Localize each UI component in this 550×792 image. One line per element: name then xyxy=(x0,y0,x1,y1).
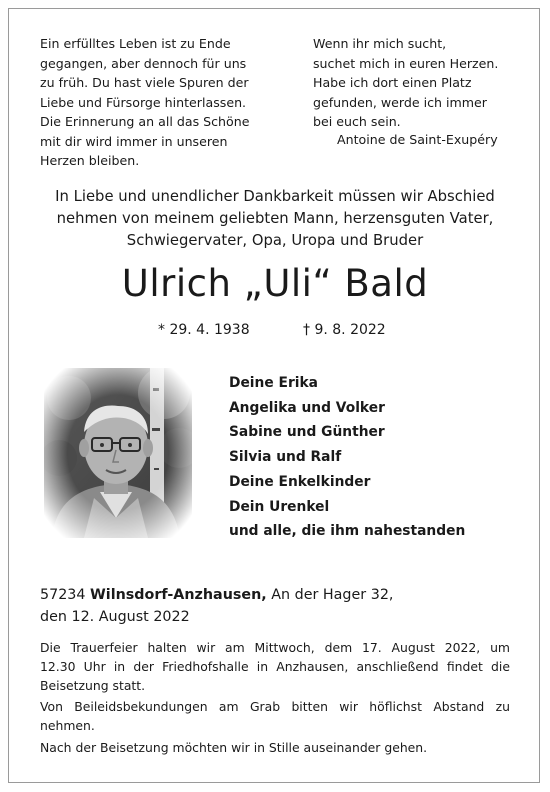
poem-line: suchet mich in euren Herzen. xyxy=(313,55,499,71)
poem-right xyxy=(313,34,523,132)
mourner-entry: Silvia und Ralf xyxy=(229,449,342,466)
info-line: 12.30 Uhr in der Friedhofshalle in Anzhausen, anschließend findet die xyxy=(40,659,510,674)
address-line xyxy=(40,584,393,606)
poem-left xyxy=(40,34,280,171)
poem-line: zu früh. Du hast viele Spuren der xyxy=(40,75,249,90)
info-line: Von Beileidsbekundungen am Grab bitten wir höflichst Abstand zu xyxy=(40,699,510,714)
intro-line: Schwiegervater, Opa, Uropa und Bruder xyxy=(126,232,424,249)
mourner-entry: Deine Erika xyxy=(229,375,318,391)
mourner-entry: und alle, die ihm nahestanden xyxy=(229,523,466,540)
poem-line: Herzen bleiben. xyxy=(40,153,140,168)
poem-line: gefunden, werde ich immer xyxy=(313,94,487,110)
mourner-entry: Sabine und Günther xyxy=(229,424,385,441)
mourner-entry: Deine Enkelkinder xyxy=(229,473,371,490)
closing-info xyxy=(40,738,510,757)
address-block xyxy=(40,584,393,628)
address-street: An der Hager 32, xyxy=(271,587,394,603)
info-line: Beisetzung statt. xyxy=(40,678,146,693)
birth-date: * 29. 4. 1938 xyxy=(158,322,250,338)
intro-text xyxy=(20,186,530,252)
portrait-photo xyxy=(44,368,192,538)
intro-line: In Liebe und unendlicher Dankbarkeit müssen wir Abschied xyxy=(55,188,495,205)
poem-line: gegangen, aber dennoch für uns xyxy=(40,55,247,71)
mourners-list xyxy=(229,371,465,544)
poem-line: Ein erfülltes Leben ist zu Ende xyxy=(40,36,231,51)
mourner-entry: Angelika und Volker xyxy=(229,399,385,416)
poem-line: Habe ich dort einen Platz xyxy=(313,75,472,90)
poem-line: Wenn ihr mich sucht, xyxy=(313,36,447,51)
condolence-info xyxy=(40,697,510,735)
info-line: Die Trauerfeier halten wir am Mittwoch, dem 17. August 2022, um xyxy=(40,640,510,655)
address-zip: 57234 xyxy=(40,587,86,603)
poem-line: Liebe und Fürsorge hinterlassen. xyxy=(40,94,247,110)
address-date: den 12. August 2022 xyxy=(40,609,190,625)
deceased-name: Ulrich „Uli“ Bald xyxy=(121,262,429,305)
poem-line: bei euch sein. xyxy=(313,114,401,129)
intro-line: nehmen von meinem geliebten Mann, herzensguten Vater, xyxy=(56,210,494,227)
info-line: Nach der Beisetzung möchten wir in Stille auseinander gehen. xyxy=(40,740,428,755)
mourner-entry: Dein Urenkel xyxy=(229,498,330,515)
death-date: † 9. 8. 2022 xyxy=(303,322,386,338)
poem-line: Die Erinnerung an all das Schöne xyxy=(40,114,250,129)
info-line: nehmen. xyxy=(40,718,95,733)
funeral-info xyxy=(40,638,510,695)
poem-author: Antoine de Saint-Exupéry xyxy=(337,132,498,147)
address-place: Wilnsdorf-Anzhausen, xyxy=(90,587,267,603)
poem-line: mit dir wird immer in unseren xyxy=(40,133,228,149)
